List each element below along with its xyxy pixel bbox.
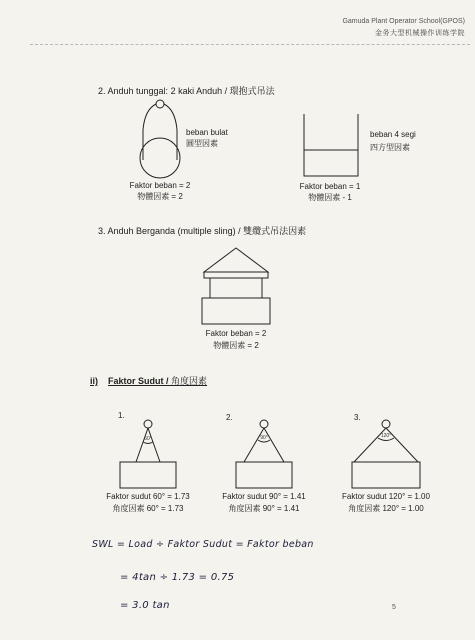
page-number: 5 [392,604,396,611]
section-ii-number: ii) [90,376,98,386]
round-load-factor: Faktor beban = 2 [129,181,191,190]
round-load-label-cn: 圓型因素 [186,139,218,148]
handwritten-formula-line-3: = 3.0 tan [120,600,170,611]
angle-90-label: 90° [260,435,268,441]
angle-120-diagram [350,418,422,490]
angle-120-label: 120° [380,433,392,439]
multiple-sling-load [202,298,270,324]
handwritten-formula-line-1: SWL = Load ÷ Faktor Sudut = Faktor beban [92,539,314,550]
hook-ring-icon [382,420,390,428]
square-load-sling-diagram [300,110,362,180]
sling-left [244,428,264,462]
square-load-factor: Faktor beban = 1 [299,182,361,191]
square-load-label: beban 4 segi [370,130,416,139]
multiple-sling-diagram [200,244,272,326]
square-load-factor-cn: 物體因素 - 1 [308,193,352,202]
section-ii-title-en: Faktor Sudut [108,376,164,386]
multiple-sling-factor-cn: 物體因素 = 2 [213,341,259,350]
angle-120-factor: Faktor sudut 120° = 1.00 [342,492,430,501]
spreader-bar [204,272,268,278]
angle-60-load [120,462,176,488]
section-2-title: 2. Anduh tunggal: 2 kaki Anduh / 環抱式吊法 [98,86,275,96]
round-load-factor-cn: 物體因素 = 2 [137,192,183,201]
section-ii-title-cn: 角度因素 [171,376,208,386]
angle-arc [143,442,153,444]
sling-triangle [204,248,268,272]
hook-ring-icon [156,100,164,108]
hook-ring-icon [144,420,152,428]
sling-left [143,104,156,160]
angle-90-factor: Faktor sudut 90° = 1.41 [222,492,306,501]
school-name-en: Gamuda Plant Operator School(GPOS) [342,18,465,25]
sling-right [264,428,284,462]
angle-fig-3-number: 3. [354,413,361,422]
sling-right [148,428,160,462]
angle-90-factor-cn: 角度因素 90° = 1.41 [228,504,300,513]
angle-60-label: 60° [144,436,152,442]
angle-90-load [236,462,292,488]
round-load-sling-diagram [130,98,190,188]
u-sling [304,114,358,176]
angle-fig-2-number: 2. [226,413,233,422]
section-ii-heading [90,376,207,387]
header-divider [30,44,470,45]
angle-120-load [352,462,420,488]
sling-right [164,104,177,160]
round-load-shape [140,138,180,178]
handwritten-formula-line-2: = 4tan ÷ 1.73 = 0.75 [120,572,235,583]
round-load-label: beban bulat [186,128,228,137]
angle-90-diagram [232,418,296,490]
angle-60-factor: Faktor sudut 60° = 1.73 [106,492,190,501]
multiple-sling-factor: Faktor beban = 2 [205,329,267,338]
sling-left [136,428,148,462]
angle-60-factor-cn: 角度因素 60° = 1.73 [112,504,184,513]
hook-ring-icon [260,420,268,428]
school-name-cn: 金务大型机械操作训练学院 [375,30,465,37]
section-ii-title-sep: / [163,376,172,386]
section-3-title: 3. Anduh Berganda (multiple sling) / 雙纜式吊法因素 [98,226,307,236]
square-load-label-cn: 四方型因素 [370,143,410,152]
angle-fig-1-number: 1. [118,411,125,420]
angle-60-diagram [118,418,178,490]
angle-120-factor-cn: 角度因素 120° = 1.00 [348,504,424,513]
